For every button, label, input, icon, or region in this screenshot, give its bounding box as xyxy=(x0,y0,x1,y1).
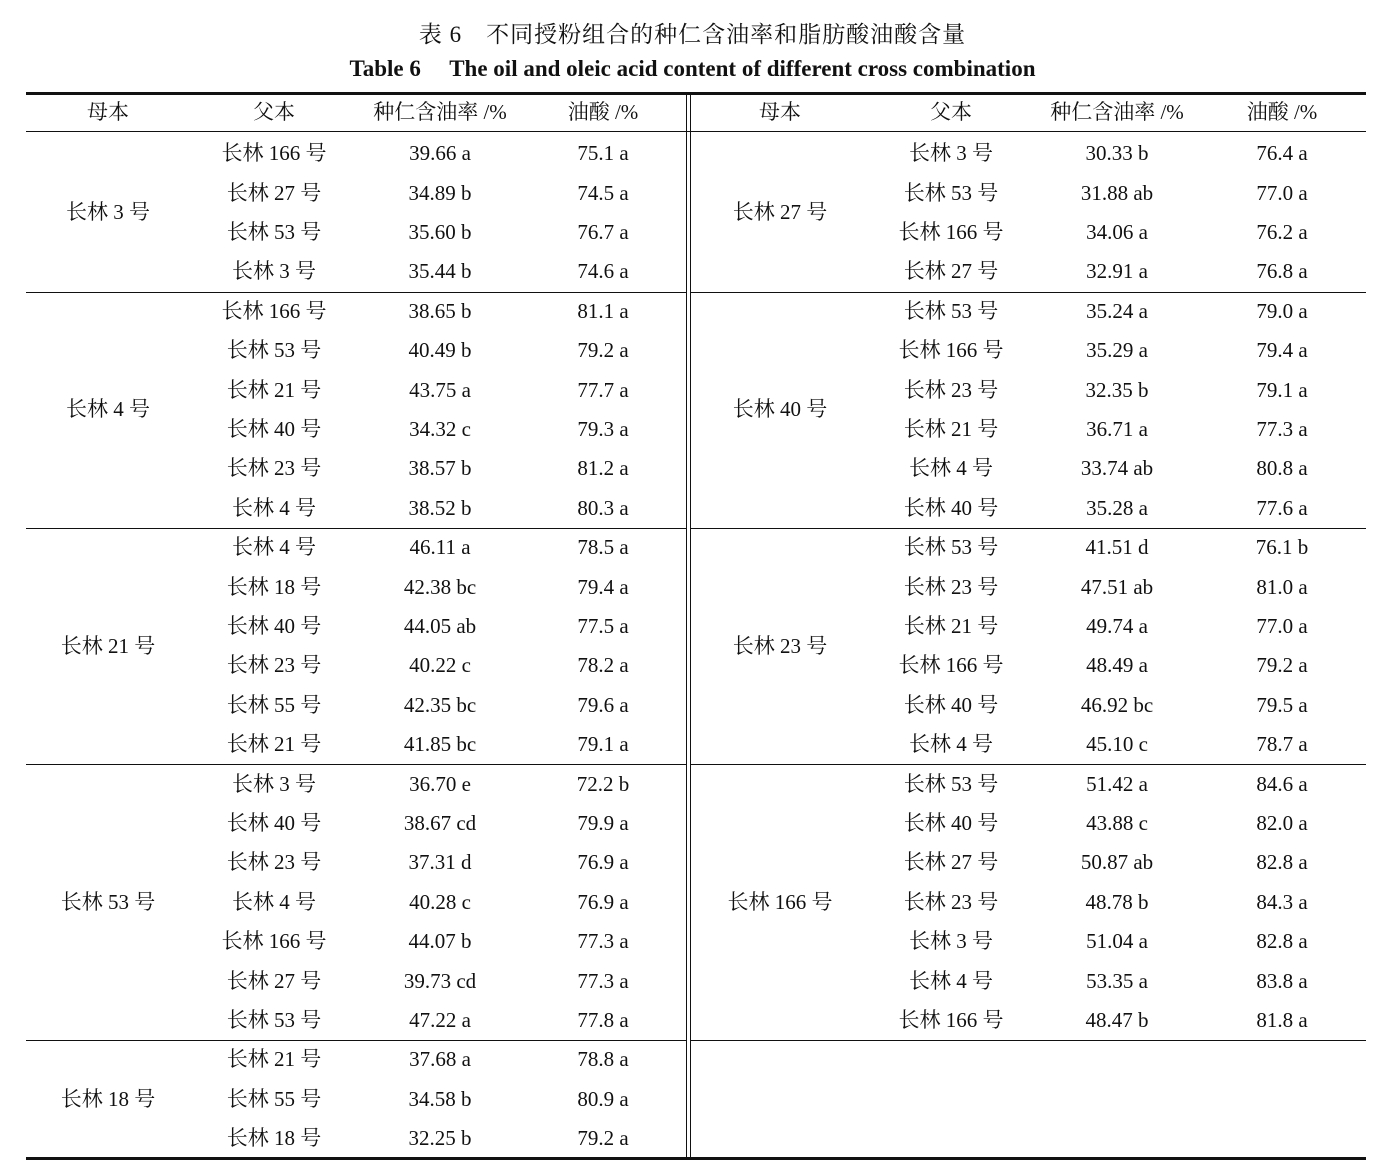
oleic-acid-cell: 81.2 a xyxy=(577,456,629,481)
oleic-acid-cell: 79.5 a xyxy=(1256,692,1308,717)
father-cell: 长林 53 号 xyxy=(226,220,322,244)
oleic-acid-cell: 77.3 a xyxy=(577,929,629,954)
oil-content-cell: 34.58 b xyxy=(408,1086,472,1111)
oil-content-cell: 41.51 d xyxy=(1085,535,1149,560)
group-divider xyxy=(691,528,1366,529)
oleic-acid-cell: 76.1 b xyxy=(1255,535,1309,560)
father-cell: 长林 40 号 xyxy=(226,811,322,835)
oleic-acid-cell: 79.4 a xyxy=(577,574,629,599)
oleic-acid-cell: 79.1 a xyxy=(1256,377,1308,402)
father-cell: 长林 166 号 xyxy=(898,653,1004,678)
oleic-acid-cell: 78.8 a xyxy=(577,1047,629,1072)
oil-content-cell: 34.06 a xyxy=(1086,220,1148,244)
oil-content-cell: 47.22 a xyxy=(409,1008,471,1032)
oleic-acid-cell: 77.0 a xyxy=(1256,180,1308,205)
oil-content-cell: 39.66 a xyxy=(409,141,471,166)
oil-content-cell: 53.35 a xyxy=(1086,968,1148,993)
oil-content-cell: 42.35 bc xyxy=(403,692,477,717)
oleic-acid-cell: 74.6 a xyxy=(577,259,629,284)
father-cell: 长林 4 号 xyxy=(909,968,993,993)
oil-content-cell: 38.57 b xyxy=(408,456,472,481)
header-father-right: 父本 xyxy=(930,99,972,124)
oleic-acid-cell: 76.2 a xyxy=(1256,220,1308,244)
oil-content-cell: 43.75 a xyxy=(409,377,471,402)
oleic-acid-cell: 72.2 b xyxy=(576,771,630,796)
oil-content-cell: 35.29 a xyxy=(1086,338,1148,363)
oleic-acid-cell: 79.0 a xyxy=(1256,298,1308,323)
father-cell: 长林 3 号 xyxy=(232,259,316,284)
oil-content-cell: 38.67 cd xyxy=(403,811,477,835)
oleic-acid-cell: 79.2 a xyxy=(577,1126,629,1151)
oil-content-cell: 47.51 ab xyxy=(1080,574,1154,599)
father-cell: 长林 53 号 xyxy=(903,298,999,323)
header-oleic-left: 油酸 /% xyxy=(567,99,639,124)
oleic-acid-cell: 80.8 a xyxy=(1256,456,1308,481)
oil-content-cell: 37.68 a xyxy=(409,1047,471,1072)
oil-content-cell: 32.35 b xyxy=(1085,377,1149,402)
oleic-acid-cell: 77.0 a xyxy=(1256,614,1308,638)
oleic-acid-cell: 75.1 a xyxy=(577,141,629,166)
father-cell: 长林 27 号 xyxy=(903,259,999,284)
oil-content-cell: 40.22 c xyxy=(409,653,471,678)
table-title-cn: 表 6 不同授粉组合的种仁含油率和脂肪酸油酸含量 xyxy=(418,22,967,47)
father-cell: 长林 3 号 xyxy=(232,771,316,796)
oleic-acid-cell: 82.0 a xyxy=(1256,811,1308,835)
bottom-rule xyxy=(26,1157,1366,1160)
oleic-acid-cell: 78.5 a xyxy=(577,535,629,560)
oil-content-cell: 35.44 b xyxy=(408,259,472,284)
father-cell: 长林 55 号 xyxy=(226,692,322,717)
oleic-acid-cell: 76.7 a xyxy=(577,220,629,244)
oleic-acid-cell: 81.1 a xyxy=(577,298,629,323)
mother-cell: 长林 23 号 xyxy=(732,633,828,658)
father-cell: 长林 40 号 xyxy=(903,495,999,520)
oleic-acid-cell: 81.0 a xyxy=(1256,574,1308,599)
father-cell: 长林 3 号 xyxy=(909,141,993,166)
oil-content-cell: 51.04 a xyxy=(1086,929,1148,954)
father-cell: 长林 21 号 xyxy=(226,1047,322,1072)
oil-content-cell: 38.65 b xyxy=(408,298,472,323)
oil-content-cell: 37.31 d xyxy=(408,850,472,875)
oleic-acid-cell: 78.7 a xyxy=(1256,732,1308,757)
oleic-acid-cell: 76.9 a xyxy=(577,850,629,875)
oleic-acid-cell: 79.3 a xyxy=(577,417,629,441)
father-cell: 长林 166 号 xyxy=(221,929,327,954)
header-oil-left: 种仁含油率 /% xyxy=(373,99,507,124)
oil-content-cell: 32.25 b xyxy=(408,1126,472,1151)
father-cell: 长林 27 号 xyxy=(226,968,322,993)
oil-content-cell: 51.42 a xyxy=(1086,771,1148,796)
oleic-acid-cell: 82.8 a xyxy=(1256,850,1308,875)
father-cell: 长林 40 号 xyxy=(226,417,322,441)
oil-content-cell: 43.88 c xyxy=(1086,811,1148,835)
father-cell: 长林 3 号 xyxy=(909,929,993,954)
oil-content-cell: 44.07 b xyxy=(408,929,472,954)
oleic-acid-cell: 77.6 a xyxy=(1256,495,1308,520)
oil-content-cell: 40.49 b xyxy=(408,338,472,363)
father-cell: 长林 53 号 xyxy=(903,535,999,560)
oil-content-cell: 41.85 bc xyxy=(403,732,477,757)
father-cell: 长林 18 号 xyxy=(226,574,322,599)
header-mother-right: 母本 xyxy=(759,99,801,124)
oil-content-cell: 44.05 ab xyxy=(403,614,477,638)
father-cell: 长林 27 号 xyxy=(226,180,322,205)
father-cell: 长林 55 号 xyxy=(226,1086,322,1111)
father-cell: 长林 4 号 xyxy=(232,495,316,520)
father-cell: 长林 53 号 xyxy=(226,1008,322,1032)
father-cell: 长林 23 号 xyxy=(903,377,999,402)
group-divider xyxy=(26,528,686,529)
oleic-acid-cell: 77.3 a xyxy=(1256,417,1308,441)
oleic-acid-cell: 76.9 a xyxy=(577,889,629,914)
group-divider xyxy=(691,1040,1366,1041)
oil-content-cell: 35.60 b xyxy=(408,220,472,244)
father-cell: 长林 40 号 xyxy=(903,811,999,835)
oil-content-cell: 31.88 ab xyxy=(1080,180,1154,205)
father-cell: 长林 4 号 xyxy=(909,732,993,757)
mother-cell: 长林 27 号 xyxy=(732,200,828,225)
oleic-acid-cell: 79.6 a xyxy=(577,692,629,717)
father-cell: 长林 40 号 xyxy=(903,692,999,717)
father-cell: 长林 166 号 xyxy=(898,1008,1004,1032)
oil-content-cell: 34.89 b xyxy=(408,180,472,205)
header-mother-left: 母本 xyxy=(87,99,129,124)
header-oleic-right: 油酸 /% xyxy=(1246,99,1318,124)
center-rule xyxy=(686,93,687,1158)
oil-content-cell: 33.74 ab xyxy=(1080,456,1154,481)
header-father-left: 父本 xyxy=(253,99,295,124)
father-cell: 长林 23 号 xyxy=(226,850,322,875)
father-cell: 长林 166 号 xyxy=(221,141,327,166)
oil-content-cell: 40.28 c xyxy=(409,889,471,914)
mother-cell: 长林 40 号 xyxy=(732,397,828,422)
father-cell: 长林 21 号 xyxy=(226,377,322,402)
father-cell: 长林 166 号 xyxy=(898,220,1004,244)
mother-cell: 长林 18 号 xyxy=(60,1086,156,1111)
mother-cell: 长林 4 号 xyxy=(66,397,150,422)
father-cell: 长林 23 号 xyxy=(226,653,322,678)
oleic-acid-cell: 80.3 a xyxy=(577,495,629,520)
father-cell: 长林 18 号 xyxy=(226,1126,322,1151)
father-cell: 长林 21 号 xyxy=(903,417,999,441)
oil-content-cell: 36.71 a xyxy=(1086,417,1148,441)
oleic-acid-cell: 77.7 a xyxy=(577,377,629,402)
oleic-acid-cell: 84.6 a xyxy=(1256,771,1308,796)
table-title-en: Table 6 The oil and oleic acid content of different cross combination xyxy=(349,56,1036,81)
oleic-acid-cell: 79.2 a xyxy=(577,338,629,363)
oleic-acid-cell: 84.3 a xyxy=(1256,889,1308,914)
oil-content-cell: 32.91 a xyxy=(1086,259,1148,284)
oil-content-cell: 30.33 b xyxy=(1085,141,1149,166)
header-rule xyxy=(26,131,1366,132)
center-rule-2 xyxy=(690,93,691,1158)
father-cell: 长林 23 号 xyxy=(903,574,999,599)
oil-content-cell: 36.70 e xyxy=(409,771,471,796)
father-cell: 长林 27 号 xyxy=(903,850,999,875)
father-cell: 长林 166 号 xyxy=(221,298,327,323)
father-cell: 长林 53 号 xyxy=(903,771,999,796)
oil-content-cell: 48.78 b xyxy=(1085,889,1149,914)
father-cell: 长林 166 号 xyxy=(898,338,1004,363)
oil-content-cell: 39.73 cd xyxy=(403,968,477,993)
oleic-acid-cell: 80.9 a xyxy=(577,1086,629,1111)
oleic-acid-cell: 74.5 a xyxy=(577,180,629,205)
father-cell: 长林 21 号 xyxy=(903,614,999,638)
father-cell: 长林 4 号 xyxy=(909,456,993,481)
oil-content-cell: 45.10 c xyxy=(1086,732,1148,757)
oleic-acid-cell: 79.1 a xyxy=(577,732,629,757)
oleic-acid-cell: 79.2 a xyxy=(1256,653,1308,678)
oil-content-cell: 42.38 bc xyxy=(403,574,477,599)
oleic-acid-cell: 77.8 a xyxy=(577,1008,629,1032)
father-cell: 长林 21 号 xyxy=(226,732,322,757)
group-divider xyxy=(26,1040,686,1041)
oil-content-cell: 49.74 a xyxy=(1086,614,1148,638)
oleic-acid-cell: 77.5 a xyxy=(577,614,629,638)
oil-content-cell: 48.47 b xyxy=(1085,1008,1149,1032)
father-cell: 长林 53 号 xyxy=(903,180,999,205)
oleic-acid-cell: 78.2 a xyxy=(577,653,629,678)
father-cell: 长林 4 号 xyxy=(232,535,316,560)
oil-content-cell: 35.28 a xyxy=(1086,495,1148,520)
header-oil-right: 种仁含油率 /% xyxy=(1050,99,1184,124)
oleic-acid-cell: 76.4 a xyxy=(1256,141,1308,166)
mother-cell: 长林 53 号 xyxy=(60,889,156,914)
oleic-acid-cell: 82.8 a xyxy=(1256,929,1308,954)
mother-cell: 长林 3 号 xyxy=(66,200,150,225)
father-cell: 长林 23 号 xyxy=(226,456,322,481)
oleic-acid-cell: 79.9 a xyxy=(577,811,629,835)
oleic-acid-cell: 76.8 a xyxy=(1256,259,1308,284)
father-cell: 长林 4 号 xyxy=(232,889,316,914)
oil-content-cell: 34.32 c xyxy=(409,417,471,441)
oleic-acid-cell: 83.8 a xyxy=(1256,968,1308,993)
mother-cell: 长林 21 号 xyxy=(60,633,156,658)
oleic-acid-cell: 77.3 a xyxy=(577,968,629,993)
father-cell: 长林 40 号 xyxy=(226,614,322,638)
oil-content-cell: 46.92 bc xyxy=(1080,692,1154,717)
oleic-acid-cell: 79.4 a xyxy=(1256,338,1308,363)
oil-content-cell: 38.52 b xyxy=(408,495,472,520)
oil-content-cell: 46.11 a xyxy=(409,535,471,560)
oil-content-cell: 35.24 a xyxy=(1086,298,1148,323)
father-cell: 长林 53 号 xyxy=(226,338,322,363)
group-divider xyxy=(26,292,686,293)
father-cell: 长林 23 号 xyxy=(903,889,999,914)
mother-cell: 长林 166 号 xyxy=(727,889,833,914)
group-divider xyxy=(691,764,1366,765)
top-rule xyxy=(26,92,1366,95)
oleic-acid-cell: 81.8 a xyxy=(1256,1008,1308,1032)
group-divider xyxy=(691,292,1366,293)
group-divider xyxy=(26,764,686,765)
oil-content-cell: 48.49 a xyxy=(1086,653,1148,678)
oil-content-cell: 50.87 ab xyxy=(1080,850,1154,875)
